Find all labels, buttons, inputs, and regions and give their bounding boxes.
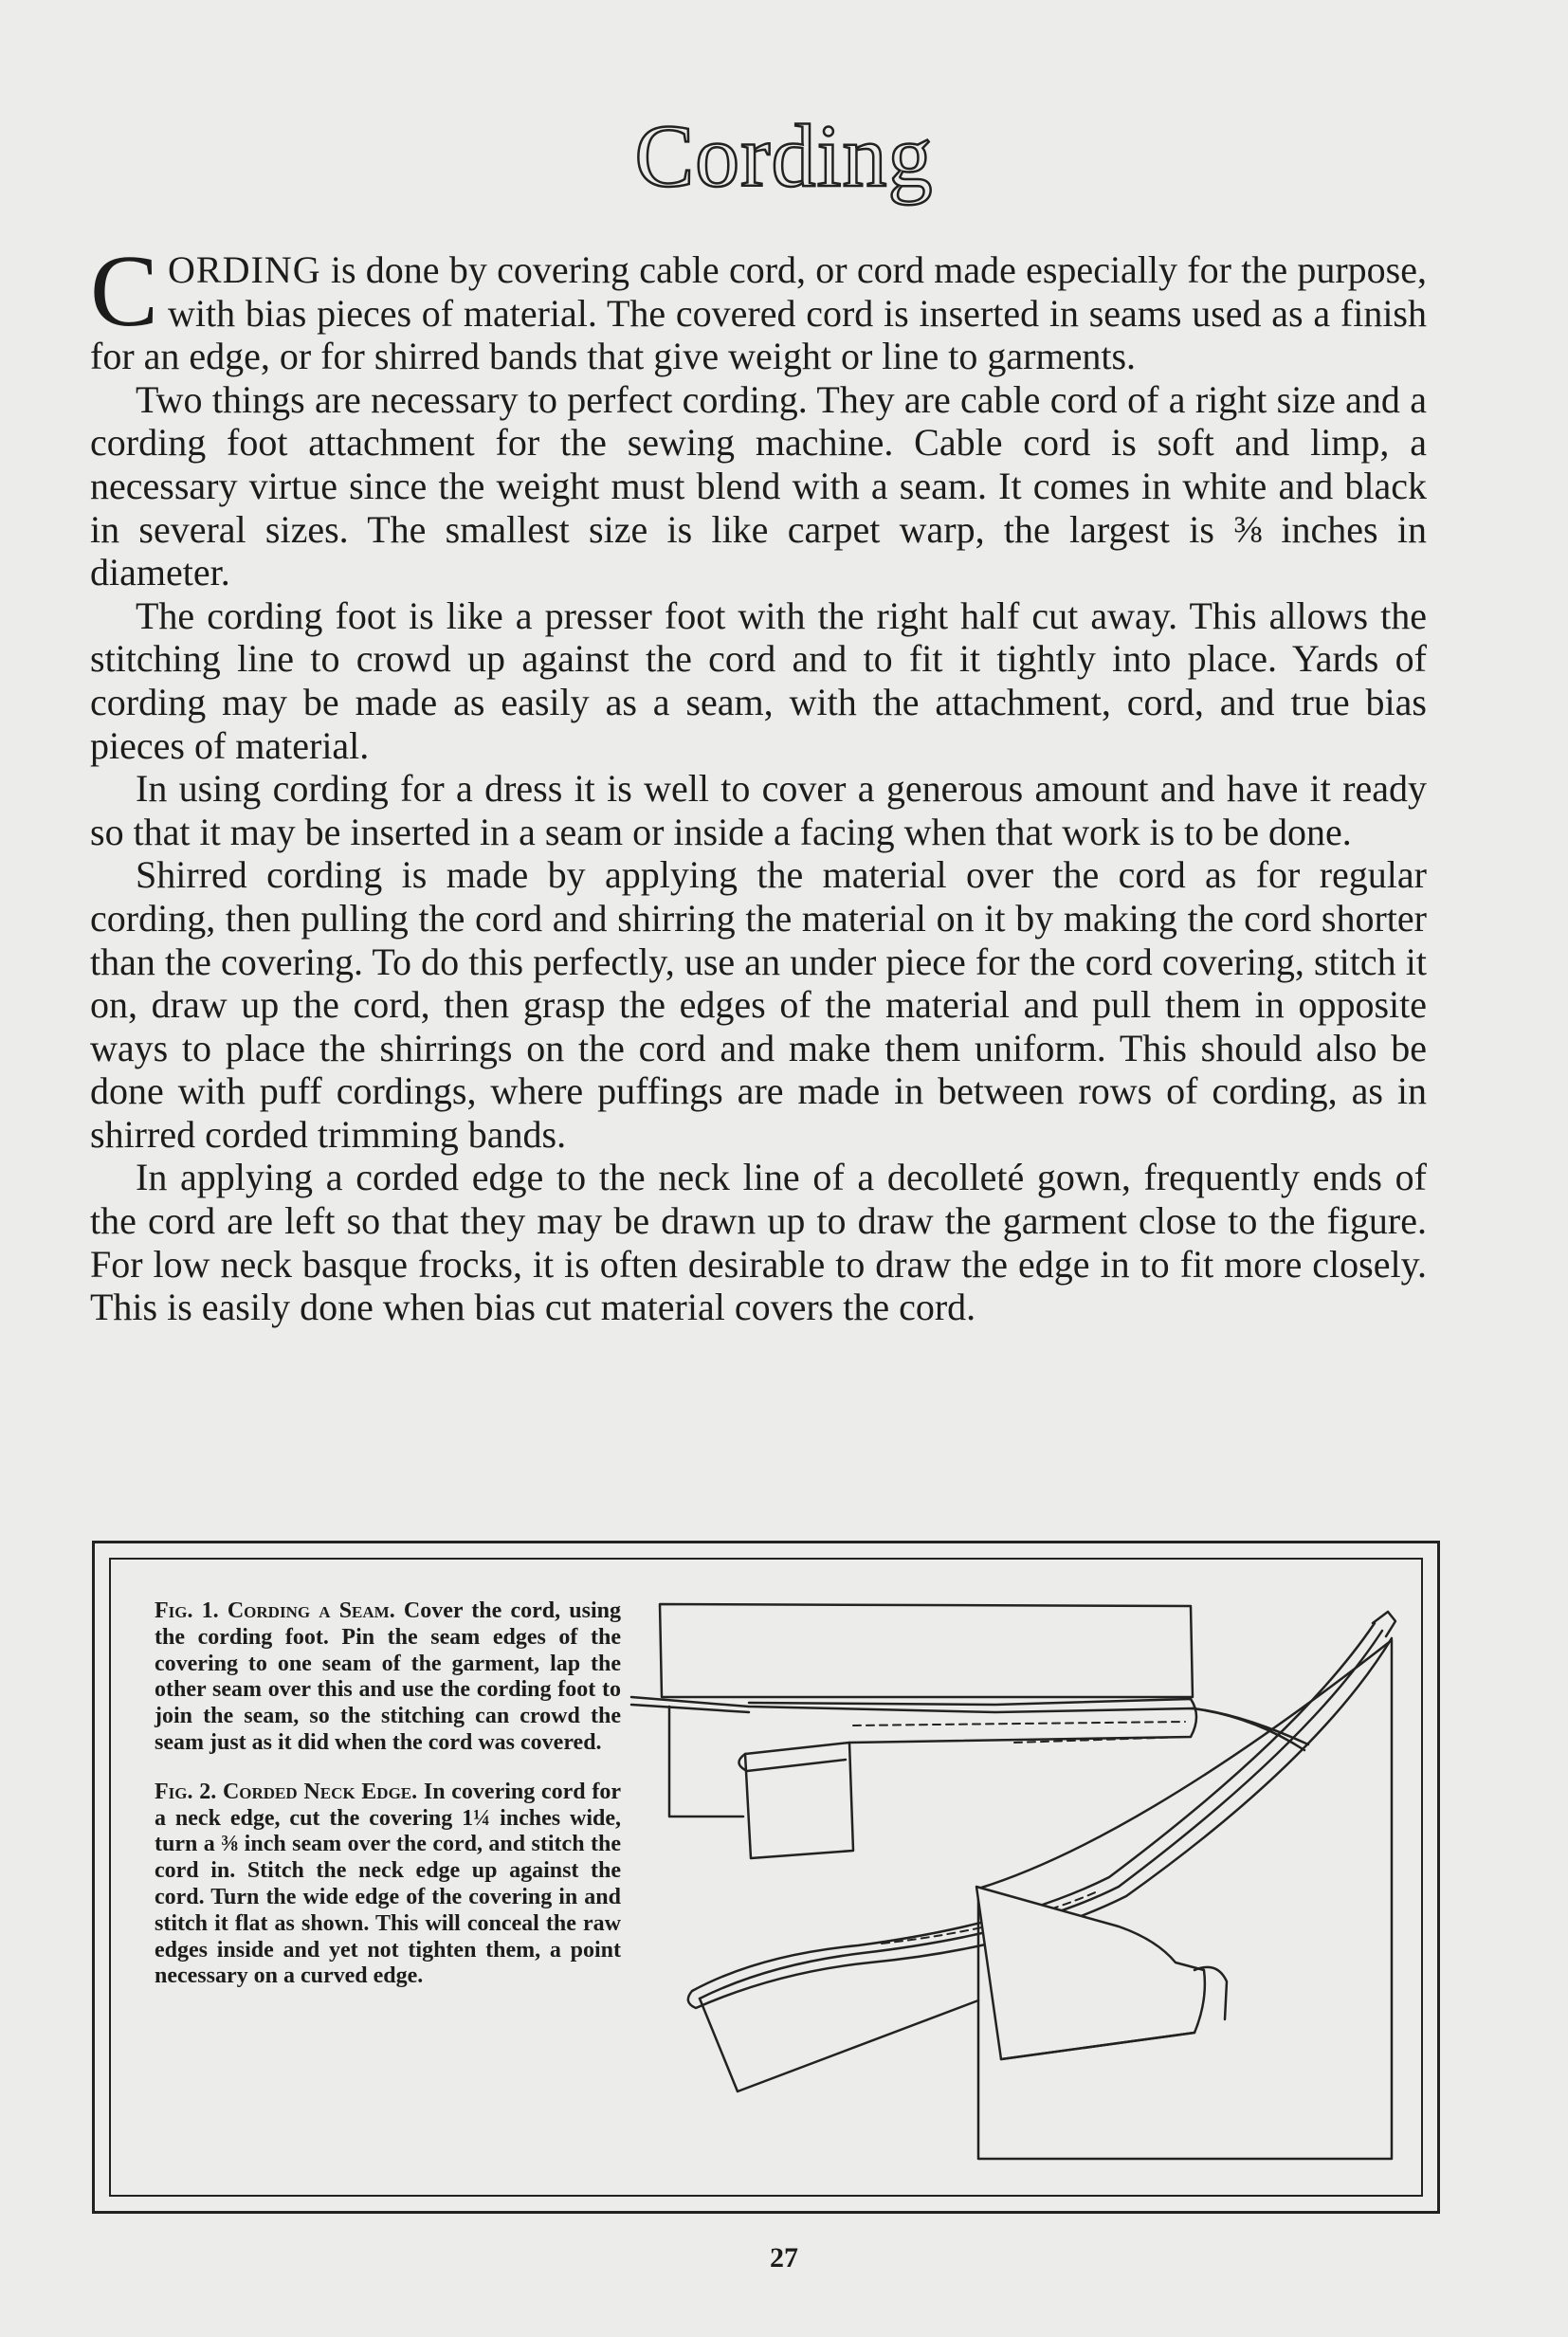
fig1-top-fabric [660,1604,1193,1697]
fig1-label: Fig. 1. Cording a Seam. [155,1598,395,1623]
fig1-text: Cover the cord, using the cording foot. Pin the seam edges of the covering to one seam of the garment, lap the other seam over this and use the cording foot to join the seam, so the stitching can crowd the seam just as it did when the cord was covered. [155,1598,621,1755]
paragraph-1 [90,235,1427,378]
page-number: 27 [770,2242,798,2273]
paragraph-5: Shirred cording is made by applying the material over the cord as for regular cording, then pulling the cord and shirring the material on it by making the cord shorter than the covering. To do this perfectly, use an under piece for the cord covering, stitch it on, draw up the cord, then grasp the edges of the material and pull them in opposite ways to place the shirrings on the cord and make them uniform. This should also be done with puff cordings, where puffings are made in between rows of cording, as in shirred corded trimming bands. [90,853,1427,1156]
fig2-label: Fig. 2. Corded Neck Edge. [155,1779,418,1804]
page-title: Cording [634,107,934,206]
cording-illustration [626,1574,1422,2181]
fig2-caption [155,1780,621,1990]
paragraph-3: The cording foot is like a presser foot with the right half cut away. This allows the stitching line to crowd up against the cord and to fit it tightly into place. Yards of cording may be made as easily as a seam, with the attachment, cord, and true bias pieces of material. [90,593,1427,767]
fig2-wide-edge [700,1999,978,2091]
paragraph-2: Two things are necessary to perfect cording. They are cable cord of a right size and a cording foot attachment for the sewing machine. Cable cord is soft and limp, a necessary virtue since the weight must blend with a seam. It comes in white and black in several sizes. The smallest size is like carpet warp, the largest is ⅜ inches in diameter. [90,377,1427,594]
drop-cap: C [90,235,159,348]
fig2-garment-right [978,1640,1392,2159]
fig1-cord-covering [749,1699,1196,1743]
fig1-caption [155,1598,621,1757]
paragraph-1-text: is done by covering cable cord, or cord made especially for the purpose, with bias pieces of material. The covered cord is inserted in seams used as a finish for an edge, or for shirred bands that give weight or line to garments. [90,248,1427,378]
fig2-cord-tip [1373,1612,1395,1636]
body-text [90,235,1427,1329]
fig1-back-fabric [669,1707,743,1817]
paragraph-6: In applying a corded edge to the neck line of a decolleté gown, frequently ends of the cord are left so that they may be drawn up to draw the garment close to the figure. For low neck basque frocks, it is often desirable to draw the edge in to fit more closely. This is easily done when bias cut material covers the cord. [90,1156,1427,1329]
paragraph-4: In using cording for a dress it is well to cover a generous amount and have it ready so that it may be inserted in a seam or inside a facing when that work is to be done. [90,767,1427,853]
opening-caps: ORDING [168,248,321,291]
fig1-stitch-line-1 [853,1722,1185,1725]
fig2-text: In covering cord for a neck edge, cut the covering 1¼ inches wide, turn a ⅜ inch seam over the cord, and stitch the cord in. Stitch the neck edge up against the cord. Turn the wide edge of the covering in and stitch it flat as shown. This will conceal the raw edges inside and yet not tighten them, a point necessary on a curved edge. [155,1779,621,1989]
fig1-fold [738,1754,846,1771]
figure-captions [155,1598,621,2013]
